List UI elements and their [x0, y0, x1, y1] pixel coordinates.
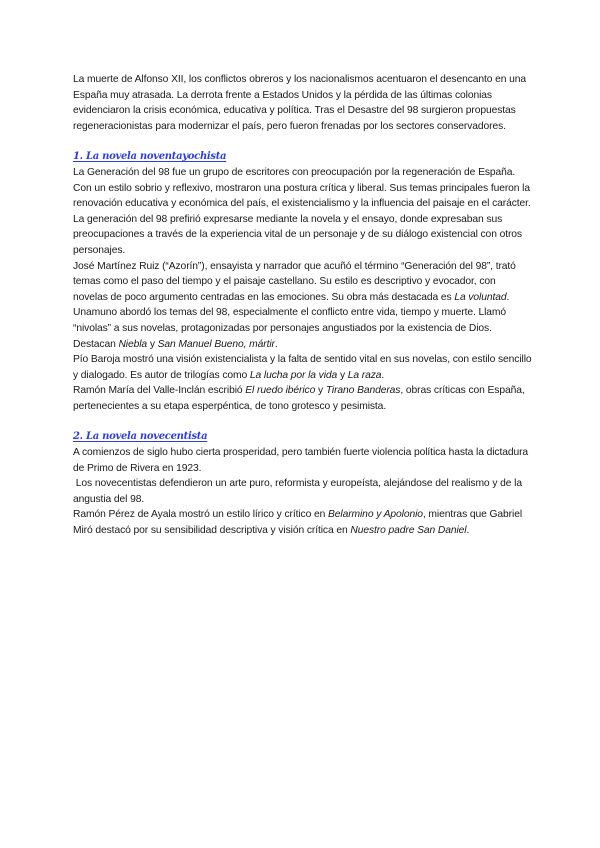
baroja-conjunction: y — [337, 369, 348, 381]
baroja-work-title-1: La lucha por la vida — [249, 369, 338, 381]
valle-work-title-1: El ruedo ibérico — [245, 385, 316, 397]
section-1-heading: 1. La novela noventayochista — [73, 151, 227, 163]
unamuno-conjunction: y — [147, 338, 158, 350]
unamuno-work-title-1: Niebla — [118, 338, 148, 350]
valle-end: , obras críticas con España, pertenecientes a su etapa esperpéntica, de tono grotesco y pesimista. — [73, 385, 525, 412]
section-1-paragraph-1: La Generación del 98 fue un grupo de escritores con preocupación por la regeneración de España. Con un estilo sobrio y reflexivo, mostraron una postura crítica y liberal. Sus temas principales fueron la renovación educativa y económica del país, el existencialismo y la influencia del paisaje en el carácter. — [73, 166, 531, 210]
valle-text: Ramón María del Valle-Inclán escribió — [73, 385, 246, 397]
baroja-text: Pío Baroja mostró una visión existencialista y la falta de sentido vital en sus novelas, con estilo sencillo y dialogado. Es autor de trilogías como — [73, 354, 532, 381]
azorin-work-title: La voluntad — [454, 291, 507, 303]
section-2-heading: 2. La novela novecentista — [73, 431, 208, 443]
spacer — [73, 134, 533, 149]
miro-text: , mientras que Gabriel Miró destacó por su sensibilidad descriptiva y visión crítica en — [73, 509, 523, 537]
intro-paragraph: La muerte de Alfonso XII, los conflictos obreros y los nacionalismos acentuaron el desencanto en una España muy atrasada. La derrota frente a Estados Unidos y la pérdida de las últimas colonias evidenciaron la crisis económica, educativa y política. Tras el Desastre del 98 surgieron propuestas regeneracionistas para modernizar el país, pero fueron frenadas por los sectores conservadores. — [73, 74, 527, 132]
ayala-text: Ramón Pérez de Ayala mostró un estilo lírico y crítico en — [73, 509, 328, 521]
section-2-paragraph-2: Los novecentistas defendieron un arte puro, reformista y europeísta, alejándose del realismo y de la angustia del 98. — [73, 478, 525, 505]
ayala-miro-paragraph — [73, 507, 533, 538]
azorin-paragraph — [73, 259, 533, 306]
azorin-end: . — [506, 291, 510, 303]
valle-work-title-2: Tirano Banderas — [325, 385, 401, 397]
section-1-paragraph-2: La generación del 98 prefirió expresarse mediante la novela y el ensayo, donde expresaban sus preocupaciones a través de la experiencia vital de un personaje y de su diálogo existencial con otros personajes. — [73, 213, 522, 256]
unamuno-end: . — [274, 338, 278, 350]
valle-inclan-paragraph — [73, 383, 533, 414]
valle-conjunction: y — [315, 385, 326, 397]
document-body — [73, 72, 533, 539]
unamuno-text: Unamuno abordó los temas del 98, especialmente el conflicto entre vida, tiempo y muerte. Llamó “nivolas” a sus novelas, protagonizadas por personajes angustiados por la existencia de Dios. Destacan — [73, 307, 507, 350]
azorin-text: José Martínez Ruiz (“Azorín”), ensayista y narrador que acuñó el término “Generación del 98”, trató temas como el paso del tiempo y el paisaje castellano. Su estilo es descriptivo y evocador, con novelas de poco argumento centradas en las emociones. Su obra más destacada es — [73, 260, 516, 303]
baroja-paragraph — [73, 352, 533, 383]
unamuno-work-title-2: San Manuel Bueno, mártir — [157, 338, 275, 350]
spacer — [73, 414, 533, 429]
ayala-work-title: Belarmino y Apolonio — [327, 509, 423, 521]
miro-work-title: Nuestro padre San Daniel — [350, 525, 467, 537]
baroja-work-title-2: La raza — [347, 369, 382, 381]
ayala-miro-end: . — [466, 525, 470, 537]
baroja-end: . — [381, 369, 385, 381]
section-2-paragraph-1: A comienzos de siglo hubo cierta prosperidad, pero también fuerte violencia política hasta la dictadura de Primo de Rivera en 1923. — [73, 447, 529, 474]
unamuno-paragraph — [73, 305, 533, 352]
